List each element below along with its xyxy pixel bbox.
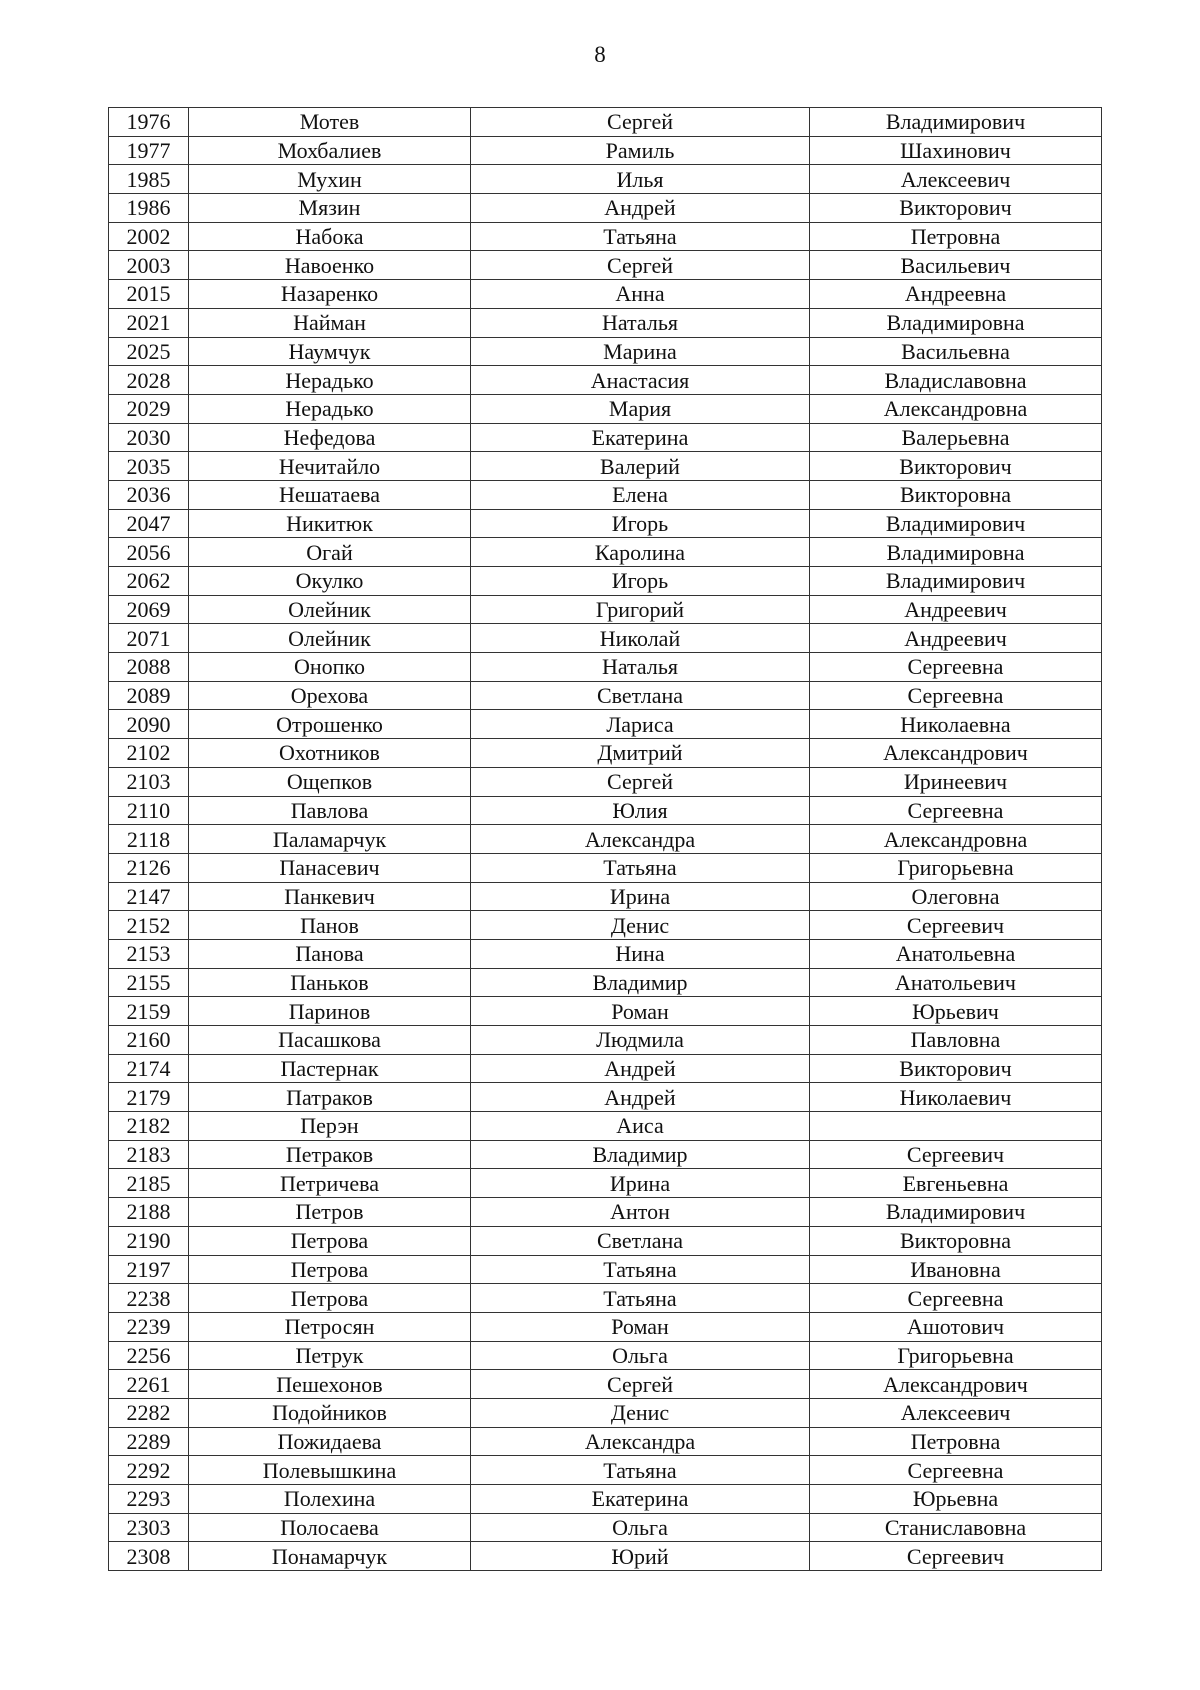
first-name-cell: Людмила (471, 1026, 810, 1055)
table-row (109, 1083, 1102, 1112)
table-row (109, 939, 1102, 968)
first-name-cell: Наталья (471, 308, 810, 337)
row-number-cell: 2292 (109, 1456, 189, 1485)
last-name-cell: Нечитайло (189, 452, 471, 481)
table-row (109, 394, 1102, 423)
row-number-cell: 2035 (109, 452, 189, 481)
table-row (109, 280, 1102, 309)
table-row (109, 251, 1102, 280)
table-row (109, 739, 1102, 768)
first-name-cell: Игорь (471, 509, 810, 538)
patronymic-cell: Александрович (810, 1370, 1102, 1399)
first-name-cell: Сергей (471, 1370, 810, 1399)
patronymic-cell: Сергеевна (810, 1456, 1102, 1485)
row-number-cell: 2282 (109, 1398, 189, 1427)
last-name-cell: Паринов (189, 997, 471, 1026)
last-name-cell: Павлова (189, 796, 471, 825)
first-name-cell: Николай (471, 624, 810, 653)
last-name-cell: Патраков (189, 1083, 471, 1112)
row-number-cell: 2047 (109, 509, 189, 538)
last-name-cell: Петраков (189, 1140, 471, 1169)
patronymic-cell: Григорьевна (810, 853, 1102, 882)
first-name-cell: Анна (471, 280, 810, 309)
patronymic-cell: Юрьевна (810, 1485, 1102, 1514)
patronymic-cell: Сергеевна (810, 681, 1102, 710)
first-name-cell: Рамиль (471, 136, 810, 165)
row-number-cell: 2159 (109, 997, 189, 1026)
last-name-cell: Петрова (189, 1255, 471, 1284)
last-name-cell: Полосаева (189, 1513, 471, 1542)
table-row (109, 308, 1102, 337)
table-row (109, 1513, 1102, 1542)
page-number: 8 (594, 42, 606, 67)
patronymic-cell: Петровна (810, 1427, 1102, 1456)
row-number-cell: 2036 (109, 480, 189, 509)
last-name-cell: Паньков (189, 968, 471, 997)
first-name-cell: Сергей (471, 251, 810, 280)
patronymic-cell: Викторовна (810, 1226, 1102, 1255)
row-number-cell: 2090 (109, 710, 189, 739)
last-name-cell: Паламарчук (189, 825, 471, 854)
table-row (109, 1112, 1102, 1141)
table-row (109, 1140, 1102, 1169)
table-row (109, 509, 1102, 538)
row-number-cell: 2185 (109, 1169, 189, 1198)
row-number-cell: 2102 (109, 739, 189, 768)
patronymic-cell: Евгеньевна (810, 1169, 1102, 1198)
last-name-cell: Никитюк (189, 509, 471, 538)
row-number-cell: 2182 (109, 1112, 189, 1141)
table-row (109, 1054, 1102, 1083)
names-table (108, 107, 1102, 1571)
row-number-cell: 2183 (109, 1140, 189, 1169)
first-name-cell: Татьяна (471, 1255, 810, 1284)
table-row (109, 1341, 1102, 1370)
first-name-cell: Юрий (471, 1542, 810, 1571)
first-name-cell: Татьяна (471, 1456, 810, 1485)
patronymic-cell: Сергеевна (810, 653, 1102, 682)
last-name-cell: Пожидаева (189, 1427, 471, 1456)
patronymic-cell: Станиславовна (810, 1513, 1102, 1542)
row-number-cell: 2308 (109, 1542, 189, 1571)
row-number-cell: 1985 (109, 165, 189, 194)
first-name-cell: Юлия (471, 796, 810, 825)
last-name-cell: Петросян (189, 1312, 471, 1341)
patronymic-cell (810, 1112, 1102, 1141)
first-name-cell: Татьяна (471, 853, 810, 882)
last-name-cell: Панкевич (189, 882, 471, 911)
first-name-cell: Илья (471, 165, 810, 194)
table-row (109, 222, 1102, 251)
table-row (109, 968, 1102, 997)
names-table-body (109, 108, 1102, 1571)
table-row (109, 825, 1102, 854)
patronymic-cell: Викторович (810, 452, 1102, 481)
first-name-cell: Ольга (471, 1341, 810, 1370)
patronymic-cell: Алексеевич (810, 165, 1102, 194)
last-name-cell: Пасашкова (189, 1026, 471, 1055)
last-name-cell: Перэн (189, 1112, 471, 1141)
row-number-cell: 2003 (109, 251, 189, 280)
patronymic-cell: Владимирович (810, 1198, 1102, 1227)
last-name-cell: Олейник (189, 624, 471, 653)
row-number-cell: 2021 (109, 308, 189, 337)
table-row (109, 1542, 1102, 1571)
last-name-cell: Огай (189, 538, 471, 567)
table-row (109, 194, 1102, 223)
last-name-cell: Мязин (189, 194, 471, 223)
last-name-cell: Пастернак (189, 1054, 471, 1083)
table-row (109, 997, 1102, 1026)
row-number-cell: 2030 (109, 423, 189, 452)
table-row (109, 423, 1102, 452)
row-number-cell: 2071 (109, 624, 189, 653)
last-name-cell: Петров (189, 1198, 471, 1227)
patronymic-cell: Владимирович (810, 108, 1102, 137)
table-row (109, 1427, 1102, 1456)
last-name-cell: Петрова (189, 1284, 471, 1313)
last-name-cell: Нешатаева (189, 480, 471, 509)
row-number-cell: 2126 (109, 853, 189, 882)
row-number-cell: 2002 (109, 222, 189, 251)
first-name-cell: Владимир (471, 968, 810, 997)
row-number-cell: 2179 (109, 1083, 189, 1112)
table-row (109, 1226, 1102, 1255)
patronymic-cell: Александровна (810, 825, 1102, 854)
row-number-cell: 2155 (109, 968, 189, 997)
first-name-cell: Ирина (471, 882, 810, 911)
first-name-cell: Андрей (471, 194, 810, 223)
first-name-cell: Анастасия (471, 366, 810, 395)
patronymic-cell: Олеговна (810, 882, 1102, 911)
row-number-cell: 2029 (109, 394, 189, 423)
first-name-cell: Татьяна (471, 222, 810, 251)
last-name-cell: Пешехонов (189, 1370, 471, 1399)
patronymic-cell: Васильевна (810, 337, 1102, 366)
table-row (109, 1026, 1102, 1055)
row-number-cell: 2118 (109, 825, 189, 854)
row-number-cell: 2239 (109, 1312, 189, 1341)
patronymic-cell: Сергеевна (810, 1284, 1102, 1313)
first-name-cell: Роман (471, 997, 810, 1026)
last-name-cell: Нефедова (189, 423, 471, 452)
first-name-cell: Татьяна (471, 1284, 810, 1313)
patronymic-cell: Владимирович (810, 509, 1102, 538)
row-number-cell: 2069 (109, 595, 189, 624)
last-name-cell: Орехова (189, 681, 471, 710)
last-name-cell: Охотников (189, 739, 471, 768)
table-row (109, 1284, 1102, 1313)
table-row (109, 1485, 1102, 1514)
first-name-cell: Сергей (471, 108, 810, 137)
last-name-cell: Петрова (189, 1226, 471, 1255)
first-name-cell: Андрей (471, 1083, 810, 1112)
row-number-cell: 2188 (109, 1198, 189, 1227)
last-name-cell: Найман (189, 308, 471, 337)
patronymic-cell: Александровна (810, 394, 1102, 423)
last-name-cell: Панова (189, 939, 471, 968)
row-number-cell: 2197 (109, 1255, 189, 1284)
row-number-cell: 2015 (109, 280, 189, 309)
row-number-cell: 2028 (109, 366, 189, 395)
row-number-cell: 2089 (109, 681, 189, 710)
table-row (109, 480, 1102, 509)
last-name-cell: Наумчук (189, 337, 471, 366)
first-name-cell: Игорь (471, 567, 810, 596)
table-row (109, 452, 1102, 481)
table-row (109, 624, 1102, 653)
patronymic-cell: Андреевич (810, 624, 1102, 653)
patronymic-cell: Юрьевич (810, 997, 1102, 1026)
table-row (109, 1312, 1102, 1341)
table-row (109, 1370, 1102, 1399)
patronymic-cell: Андреевна (810, 280, 1102, 309)
first-name-cell: Екатерина (471, 423, 810, 452)
first-name-cell: Марина (471, 337, 810, 366)
last-name-cell: Назаренко (189, 280, 471, 309)
table-row (109, 882, 1102, 911)
patronymic-cell: Викторовна (810, 480, 1102, 509)
last-name-cell: Панов (189, 911, 471, 940)
row-number-cell: 1977 (109, 136, 189, 165)
first-name-cell: Нина (471, 939, 810, 968)
row-number-cell: 2160 (109, 1026, 189, 1055)
row-number-cell: 2088 (109, 653, 189, 682)
table-row (109, 136, 1102, 165)
patronymic-cell: Владимирович (810, 567, 1102, 596)
patronymic-cell: Алексеевич (810, 1398, 1102, 1427)
row-number-cell: 2153 (109, 939, 189, 968)
last-name-cell: Онопко (189, 653, 471, 682)
first-name-cell: Денис (471, 1398, 810, 1427)
first-name-cell: Елена (471, 480, 810, 509)
first-name-cell: Денис (471, 911, 810, 940)
first-name-cell: Антон (471, 1198, 810, 1227)
row-number-cell: 2261 (109, 1370, 189, 1399)
table-row (109, 595, 1102, 624)
patronymic-cell: Валерьевна (810, 423, 1102, 452)
patronymic-cell: Анатольевич (810, 968, 1102, 997)
last-name-cell: Мохбалиев (189, 136, 471, 165)
row-number-cell: 2293 (109, 1485, 189, 1514)
first-name-cell: Валерий (471, 452, 810, 481)
patronymic-cell: Анатольевна (810, 939, 1102, 968)
first-name-cell: Роман (471, 1312, 810, 1341)
table-row (109, 1169, 1102, 1198)
table-row (109, 1255, 1102, 1284)
table-row (109, 796, 1102, 825)
last-name-cell: Петричева (189, 1169, 471, 1198)
table-row (109, 366, 1102, 395)
patronymic-cell: Ивановна (810, 1255, 1102, 1284)
first-name-cell: Владимир (471, 1140, 810, 1169)
patronymic-cell: Владимировна (810, 538, 1102, 567)
last-name-cell: Понамарчук (189, 1542, 471, 1571)
last-name-cell: Ощепков (189, 767, 471, 796)
patronymic-cell: Ашотович (810, 1312, 1102, 1341)
last-name-cell: Навоенко (189, 251, 471, 280)
first-name-cell: Ольга (471, 1513, 810, 1542)
row-number-cell: 2303 (109, 1513, 189, 1542)
patronymic-cell: Николаевич (810, 1083, 1102, 1112)
table-row (109, 538, 1102, 567)
row-number-cell: 1976 (109, 108, 189, 137)
row-number-cell: 2056 (109, 538, 189, 567)
patronymic-cell: Викторович (810, 1054, 1102, 1083)
table-row (109, 108, 1102, 137)
patronymic-cell: Григорьевна (810, 1341, 1102, 1370)
last-name-cell: Отрошенко (189, 710, 471, 739)
first-name-cell: Сергей (471, 767, 810, 796)
patronymic-cell: Сергеевич (810, 1140, 1102, 1169)
patronymic-cell: Петровна (810, 222, 1102, 251)
patronymic-cell: Александрович (810, 739, 1102, 768)
table-row (109, 911, 1102, 940)
row-number-cell: 2256 (109, 1341, 189, 1370)
table-row (109, 567, 1102, 596)
table-row (109, 1456, 1102, 1485)
row-number-cell: 2190 (109, 1226, 189, 1255)
row-number-cell: 2174 (109, 1054, 189, 1083)
last-name-cell: Мухин (189, 165, 471, 194)
last-name-cell: Набока (189, 222, 471, 251)
row-number-cell: 2103 (109, 767, 189, 796)
row-number-cell: 1986 (109, 194, 189, 223)
last-name-cell: Олейник (189, 595, 471, 624)
patronymic-cell: Васильевич (810, 251, 1102, 280)
last-name-cell: Полевышкина (189, 1456, 471, 1485)
patronymic-cell: Сергеевна (810, 796, 1102, 825)
first-name-cell: Екатерина (471, 1485, 810, 1514)
patronymic-cell: Павловна (810, 1026, 1102, 1055)
first-name-cell: Александра (471, 1427, 810, 1456)
patronymic-cell: Шахинович (810, 136, 1102, 165)
table-row (109, 337, 1102, 366)
first-name-cell: Светлана (471, 1226, 810, 1255)
patronymic-cell: Владимировна (810, 308, 1102, 337)
row-number-cell: 2152 (109, 911, 189, 940)
first-name-cell: Дмитрий (471, 739, 810, 768)
first-name-cell: Светлана (471, 681, 810, 710)
last-name-cell: Полехина (189, 1485, 471, 1514)
patronymic-cell: Андреевич (810, 595, 1102, 624)
table-row (109, 1398, 1102, 1427)
table-row (109, 653, 1102, 682)
first-name-cell: Григорий (471, 595, 810, 624)
first-name-cell: Александра (471, 825, 810, 854)
row-number-cell: 2238 (109, 1284, 189, 1313)
last-name-cell: Нерадько (189, 394, 471, 423)
patronymic-cell: Николаевна (810, 710, 1102, 739)
last-name-cell: Петрук (189, 1341, 471, 1370)
row-number-cell: 2110 (109, 796, 189, 825)
last-name-cell: Окулко (189, 567, 471, 596)
first-name-cell: Каролина (471, 538, 810, 567)
first-name-cell: Наталья (471, 653, 810, 682)
first-name-cell: Ирина (471, 1169, 810, 1198)
patronymic-cell: Сергеевич (810, 1542, 1102, 1571)
patronymic-cell: Владиславовна (810, 366, 1102, 395)
last-name-cell: Панасевич (189, 853, 471, 882)
last-name-cell: Подойников (189, 1398, 471, 1427)
table-row (109, 767, 1102, 796)
patronymic-cell: Иринеевич (810, 767, 1102, 796)
first-name-cell: Лариса (471, 710, 810, 739)
first-name-cell: Мария (471, 394, 810, 423)
table-row (109, 681, 1102, 710)
first-name-cell: Андрей (471, 1054, 810, 1083)
first-name-cell: Аиса (471, 1112, 810, 1141)
last-name-cell: Нерадько (189, 366, 471, 395)
row-number-cell: 2025 (109, 337, 189, 366)
table-row (109, 1198, 1102, 1227)
table-row (109, 165, 1102, 194)
row-number-cell: 2062 (109, 567, 189, 596)
last-name-cell: Мотев (189, 108, 471, 137)
row-number-cell: 2289 (109, 1427, 189, 1456)
table-row (109, 853, 1102, 882)
patronymic-cell: Сергеевич (810, 911, 1102, 940)
table-row (109, 710, 1102, 739)
patronymic-cell: Викторович (810, 194, 1102, 223)
row-number-cell: 2147 (109, 882, 189, 911)
